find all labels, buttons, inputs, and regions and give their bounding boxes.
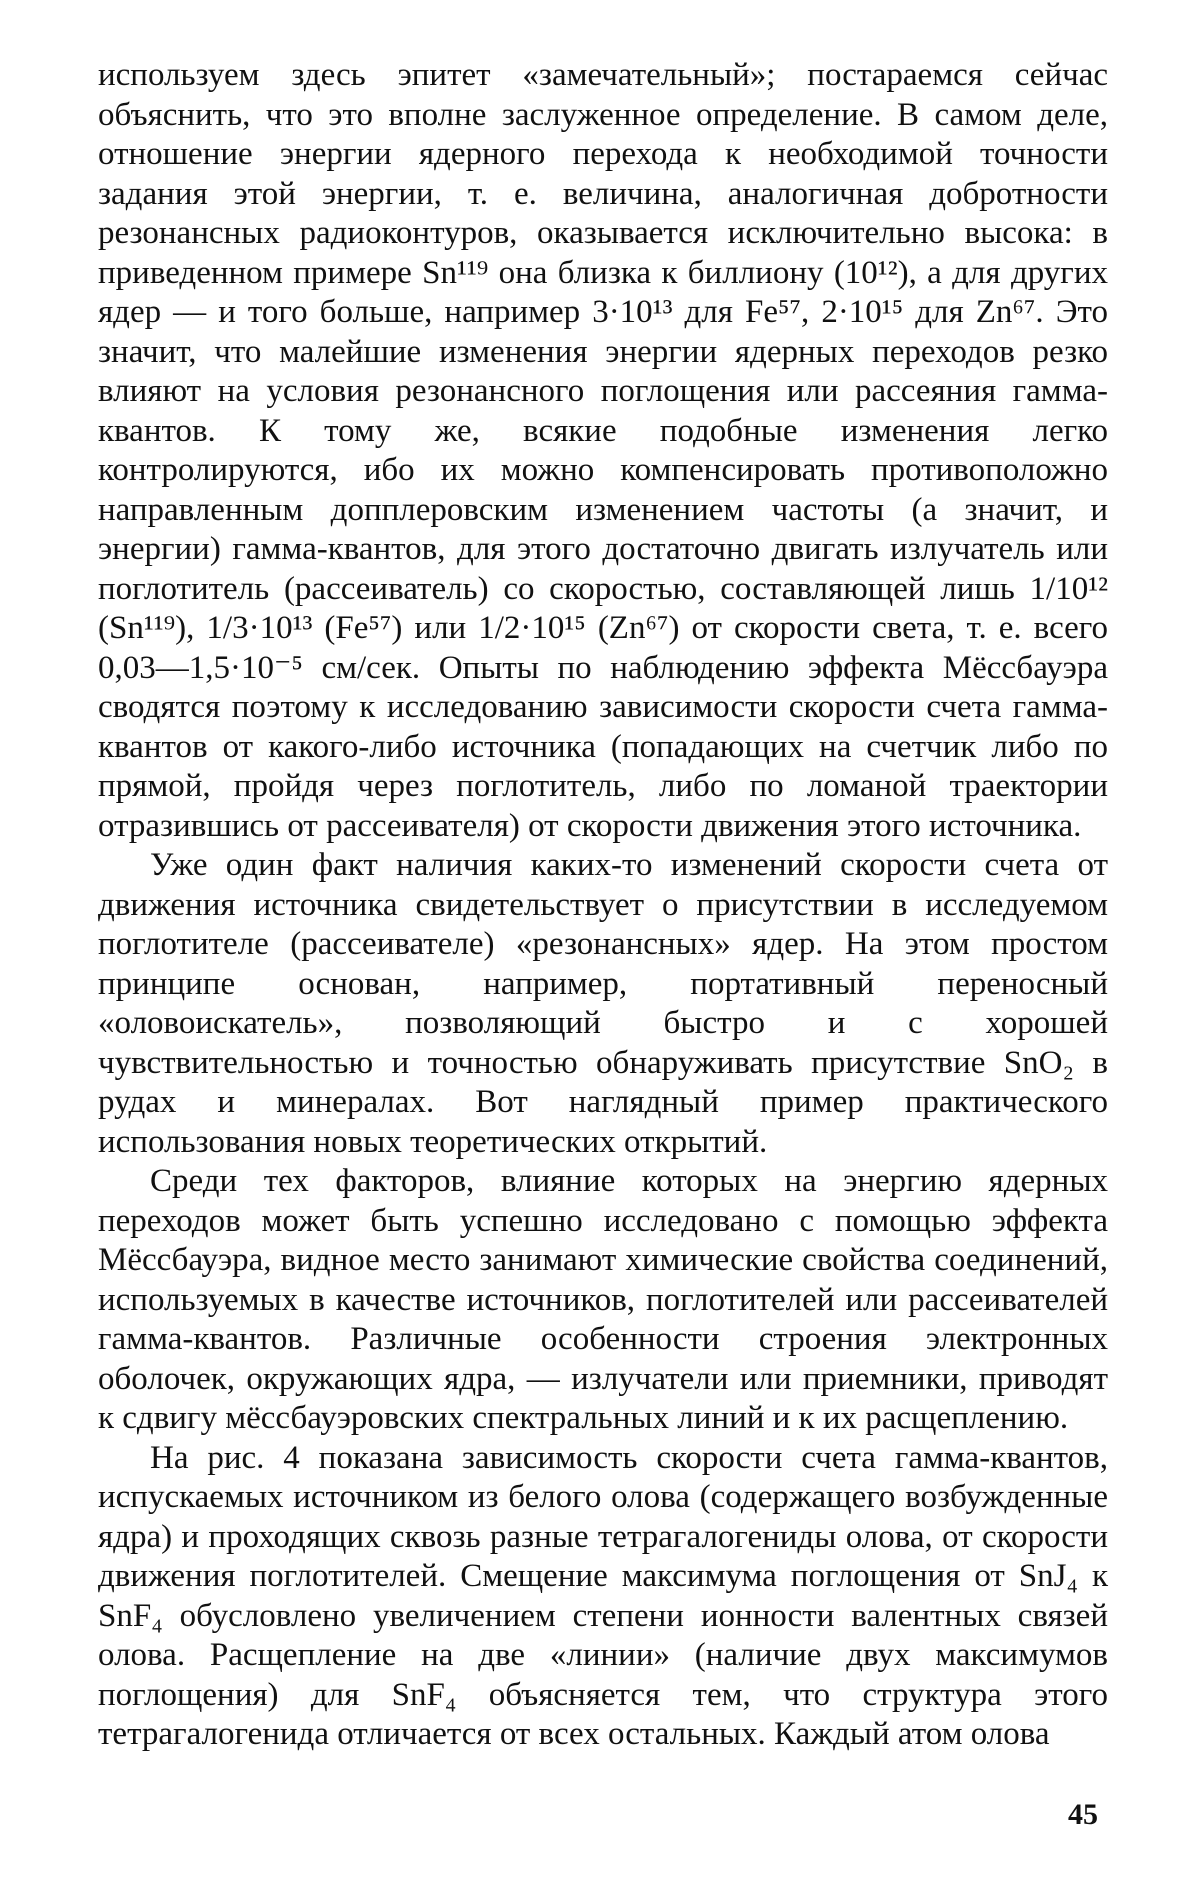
paragraph-2: Уже один факт наличия каких-то изменений скорости счета от движения источника свидетельствует о присутствии в исследуемом поглотителе (рассеивателе) «резонансных» ядер. На этом простом принципе основан, например, портативный переносный «оловоискатель», позволяющий быстро и с хорошей чувствительностью и точностью обнаруживать присутствие SnO₂ в рудах и минералах. Вот наглядный пример практического использования новых теоретических открытий.: [98, 847, 1108, 1160]
paragraph-3: Среди тех факторов, влияние которых на энергию ядерных переходов может быть успешно исследовано с помощью эффекта Мёссбауэра, видное место занимают химические свойства соединений, используемых в качестве источников, поглотителей или рассеивателей гамма-квантов. Различные особенности строения электронных оболочек, окружающих ядра, — излучатели или приемники, приводят к сдвигу мёссбауэровских спектральных линий и к их расщеплению.: [98, 1163, 1108, 1436]
paragraph-1: используем здесь эпитет «замечательный»; постараемся сейчас объяснить, что это вполне заслуженное определение. В самом деле, отношение энергии ядерного перехода к необходимой точности задания этой энергии, т. е. величина, аналогичная добротности резонансных радиоконтуров, оказывается исключительно высока: в приведенном примере Sn¹¹⁹ она близка к биллиону (10¹²), а для других ядер — и того больше, например 3·10¹³ для Fe⁵⁷, 2·10¹⁵ для Zn⁶⁷. Это значит, что малейшие изменения энергии ядерных переходов резко влияют на условия резонансного поглощения или рассеяния гамма-квантов. К тому же, всякие подобные изменения легко контролируются, ибо их можно компенсировать противоположно направленным допплеровским изменением частоты (а значит, и энергии) гамма-квантов, для этого достаточно двигать излучатель или поглотитель (рассеиватель) со скоростью, составляющей лишь 1/10¹² (Sn¹¹⁹), 1/3·10¹³ (Fe⁵⁷) или 1/2·10¹⁵ (Zn⁶⁷) от скорости света, т. е. всего 0,03—1,5·10⁻⁵ см/сек. Опыты по наблюдению эффекта Мёссбауэра сводятся поэтому к исследованию зависимости скорости счета гамма-квантов от какого-либо источника (попадающих на счетчик либо по прямой, пройдя через поглотитель, либо по ломаной траектории отразившись от рассеивателя) от скорости движения этого источника.: [98, 57, 1108, 844]
paragraph-4: На рис. 4 показана зависимость скорости счета гамма-квантов, испускаемых источником из белого олова (содержащего возбужденные ядра) и проходящих сквозь разные тетрагалогениды олова, от скорости движения поглотителей. Смещение максимума поглощения от SnJ₄ к SnF₄ обусловлено увеличением степени ионности валентных связей олова. Расщепление на две «линии» (наличие двух максимумов поглощения) для SnF₄ объясняется тем, что структура этого тетрагалогенида отличается от всех остальных. Каждый атом олова: [98, 1439, 1108, 1752]
page-body: [98, 56, 1108, 1755]
page-number: 45: [1068, 1798, 1098, 1831]
